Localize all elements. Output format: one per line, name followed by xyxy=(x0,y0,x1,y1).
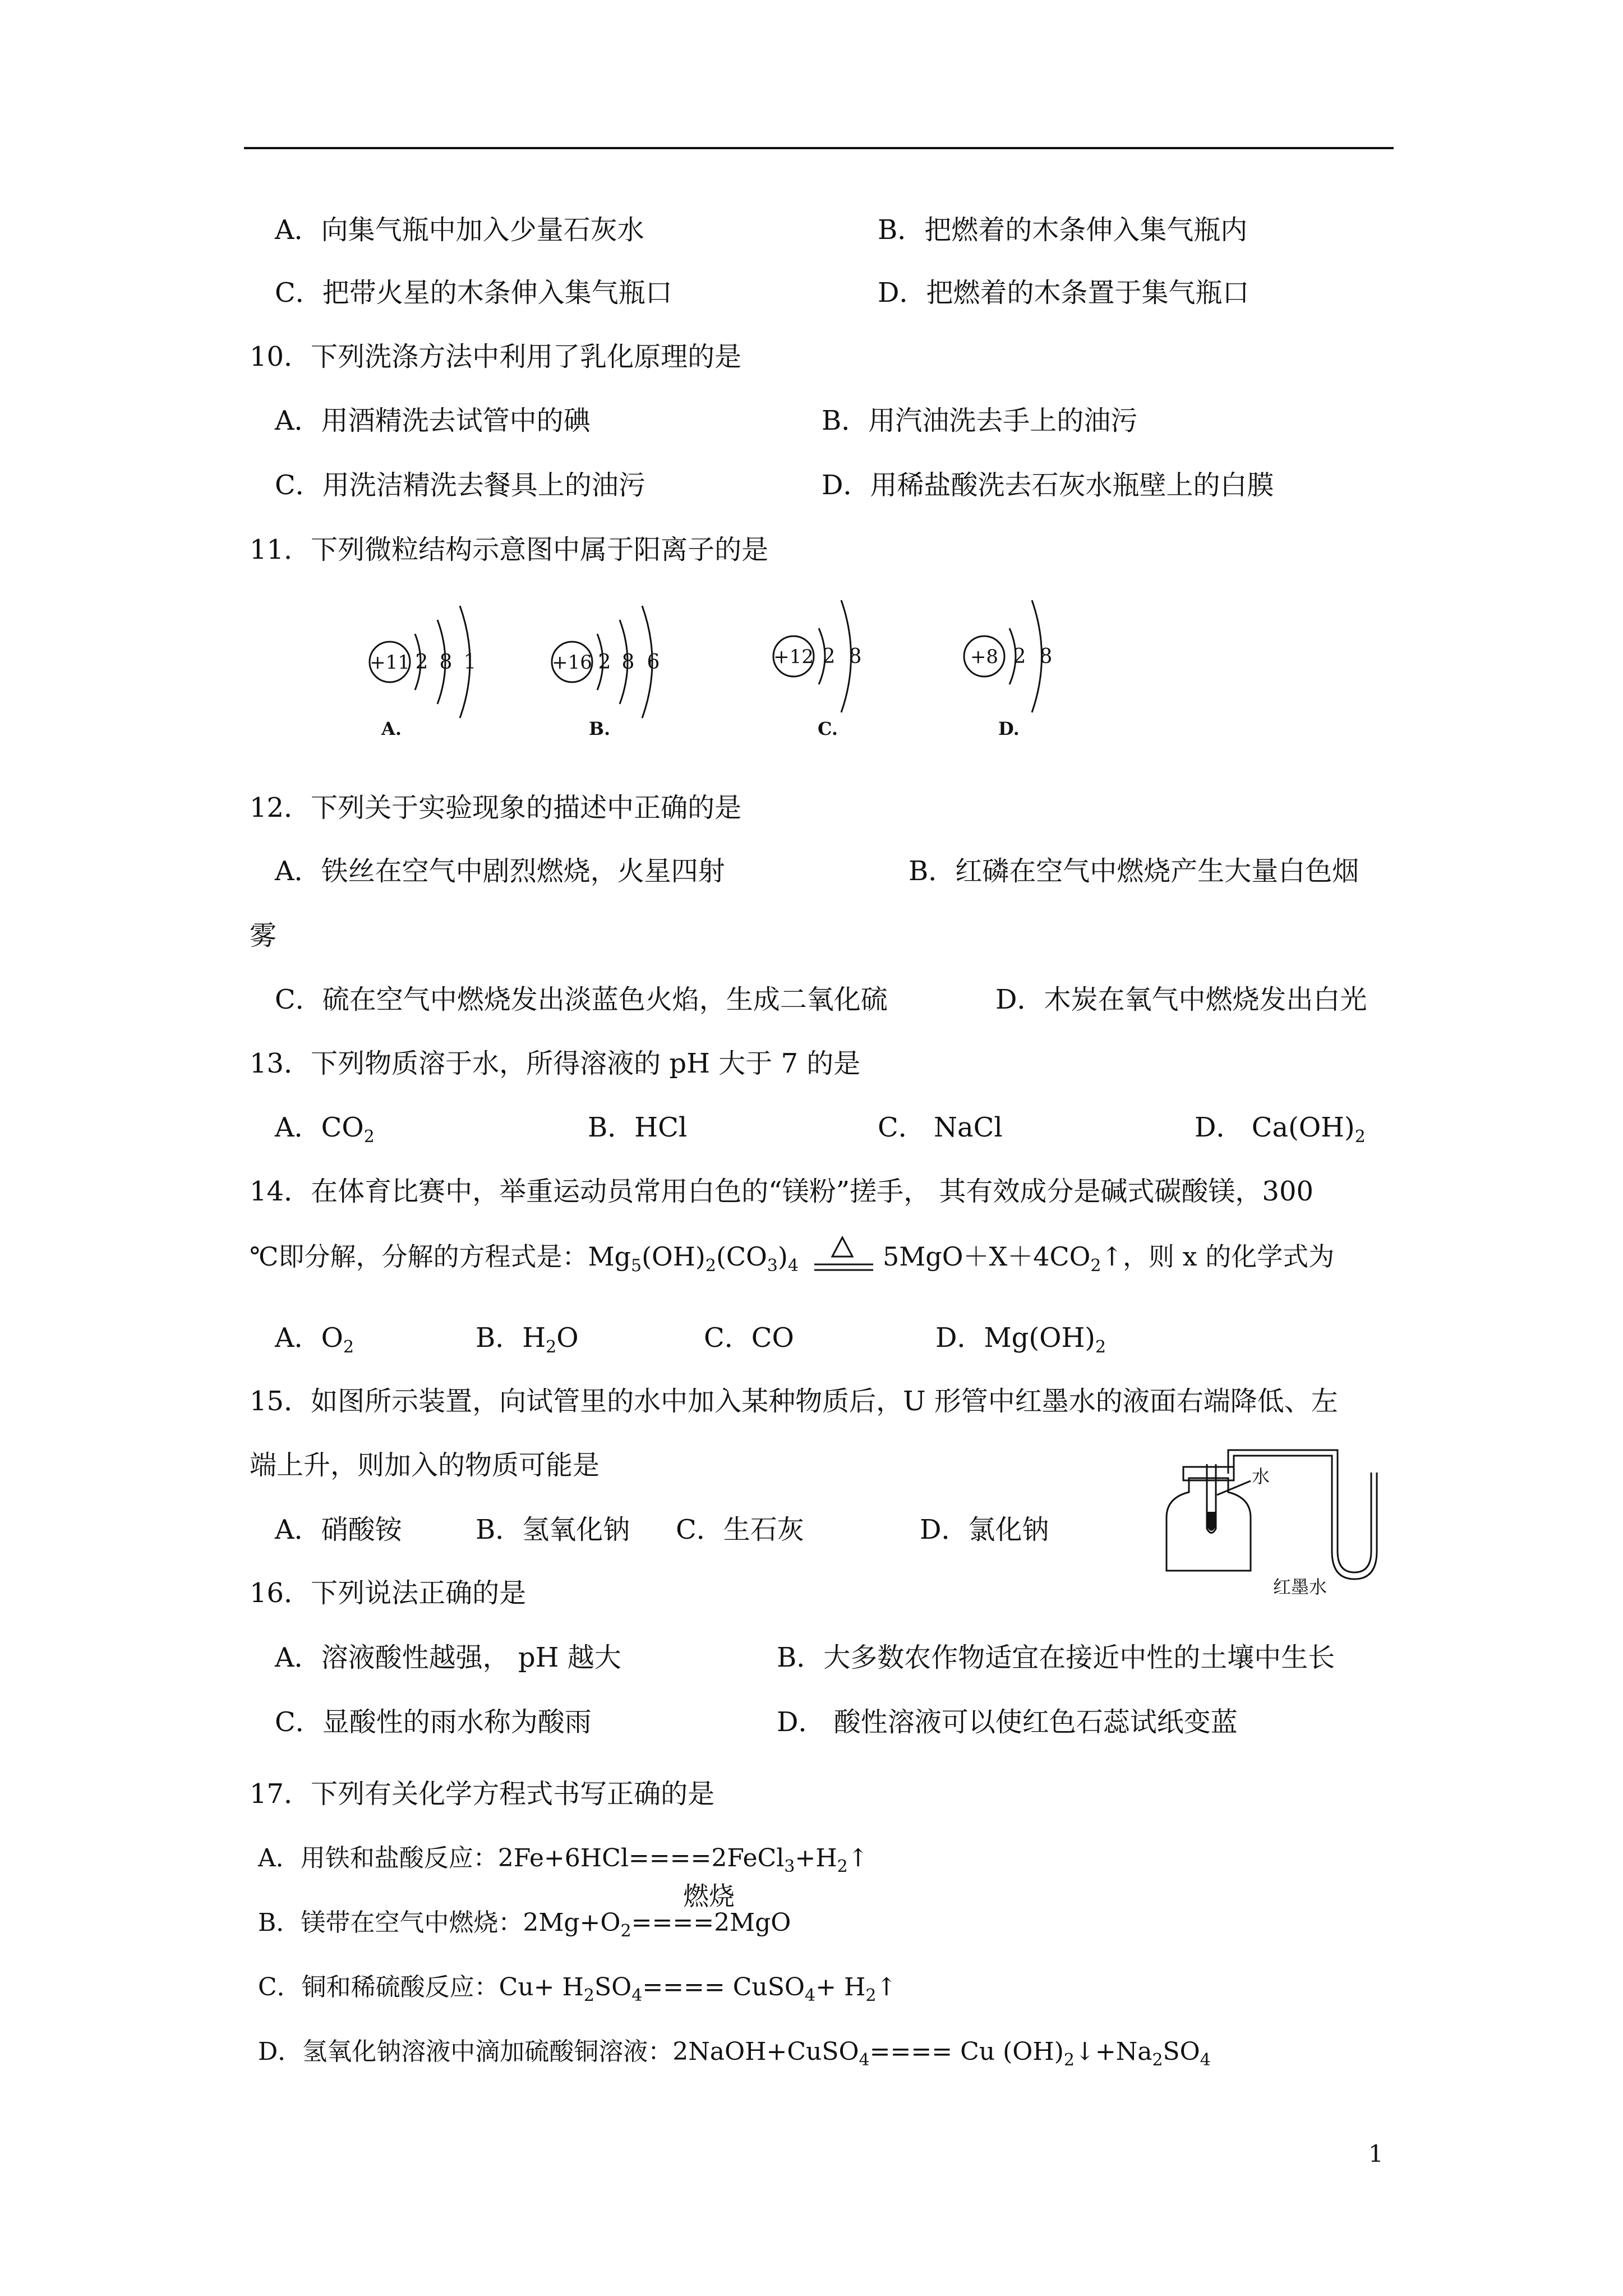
red-ink-label: 红墨水 xyxy=(1273,1576,1327,1596)
q15-line-1: 15．如图所示装置，向试管里的水中加入某种物质后，U 形管中红墨水的液面右端降低、左 xyxy=(250,1386,1338,1417)
atom-a-label: A. xyxy=(381,718,402,739)
atom-c-shell-2: 8 xyxy=(849,645,862,668)
q11-stem: 11．下列微粒结构示意图中属于阳离子的是 xyxy=(250,534,769,565)
atom-d-shell-1: 2 xyxy=(1013,645,1026,668)
q16-option-c: C．显酸性的雨水称为酸雨 xyxy=(275,1706,592,1738)
atom-a-shell-3: 1 xyxy=(463,651,477,674)
q16-option-a: A．溶液酸性越强， pH 越大 xyxy=(275,1642,621,1673)
q10-option-c: C．用洗洁精洗去餐具上的油污 xyxy=(275,470,645,501)
q14-option-a: A．$O_2$ xyxy=(275,1322,354,1357)
q15-option-c: C．生石灰 xyxy=(676,1514,804,1545)
q16-option-b: B．大多数农作物适宜在接近中性的土壤中生长 xyxy=(777,1642,1335,1673)
q17-stem: 17．下列有关化学方程式书写正确的是 xyxy=(250,1778,715,1810)
q12-option-d: D．木炭在氧气中燃烧发出白光 xyxy=(995,984,1367,1015)
atom-d-nucleus: +8 xyxy=(970,646,999,668)
q13-option-b: B．HCl xyxy=(588,1112,688,1143)
q9-option-a: A．向集气瓶中加入少量石灰水 xyxy=(275,214,644,246)
atom-c-shell-1: 2 xyxy=(822,645,836,668)
q10-option-a: A．用酒精洗去试管中的碘 xyxy=(275,405,591,436)
q14-option-b: B．$H_2O$ xyxy=(476,1322,579,1357)
atom-a-shell-1: 2 xyxy=(415,651,428,674)
atom-diagram-c xyxy=(773,600,861,739)
atom-b-shell-2: 8 xyxy=(621,651,635,674)
u-tube-apparatus-diagram xyxy=(1144,1433,1391,1596)
atom-a-shell-2: 8 xyxy=(439,651,453,674)
q15-line-2: 端上升，则加入的物质可能是 xyxy=(250,1450,600,1481)
q17-option-c: C．铜和稀硫酸反应：$Cu+ H_2SO_4====$ CuSO$_4$+ $H_2↑$ xyxy=(258,1973,897,2005)
q13-stem: 13．下列物质溶于水，所得溶液的 pH 大于 7 的是 xyxy=(250,1048,861,1079)
q13-option-c: C． NaCl xyxy=(878,1112,1003,1143)
atom-d-shell-2: 8 xyxy=(1039,645,1053,668)
q16-option-d: D． 酸性溶液可以使红色石蕊试纸变蓝 xyxy=(777,1706,1238,1738)
q10-stem: 10．下列洗涤方法中利用了乳化原理的是 xyxy=(250,341,742,372)
q17-option-d: D．氢氧化钠溶液中滴加硫酸铜溶液：2NaOH+CuSO$_4$==== Cu $(OH)_2↓+Na_2SO_4$ xyxy=(258,2037,1211,2070)
q14-option-c: C．CO xyxy=(704,1322,794,1354)
q15-option-a: A．硝酸铵 xyxy=(275,1514,402,1545)
q17-option-b: B．镁带在空气中燃烧：$2Mg+O_2====2MgO$ xyxy=(258,1908,791,1941)
heat-condition-symbol xyxy=(803,1233,882,1278)
q14-option-d: D．$Mg(OH)_2$ xyxy=(935,1322,1106,1357)
q13-option-a: A．$CO_2$ xyxy=(275,1112,375,1147)
atom-diagram-b xyxy=(552,606,660,739)
atom-diagram-a xyxy=(370,606,476,739)
q12-option-b: B．红磷在空气中燃烧产生大量白色烟 xyxy=(909,855,1359,887)
page-number: 1 xyxy=(1368,2140,1384,2168)
q15-option-b: B．氢氧化钠 xyxy=(476,1514,630,1545)
atom-structure-diagrams xyxy=(348,595,1088,746)
q12-option-c: C．硫在空气中燃烧发出淡蓝色火焰，生成二氧化硫 xyxy=(275,984,888,1015)
q14-line-1: 14．在体育比赛中，举重运动员常用白色的“镁粉”搓手， 其有效成分是碱式碳酸镁，300 xyxy=(250,1176,1314,1207)
q10-option-b: B．用汽油洗去手上的油污 xyxy=(822,405,1138,436)
atom-b-shell-3: 6 xyxy=(647,651,660,674)
q16-stem: 16．下列说法正确的是 xyxy=(250,1577,527,1609)
q13-option-d: D． $Ca(OH)_2$ xyxy=(1195,1112,1366,1147)
q15-option-d: D．氯化钠 xyxy=(920,1514,1049,1545)
q14-equation-line: ℃即分解，分解的方程式是：$Mg_5(OH)_2(CO_3)_4$ $5MgO+X+4CO_2↑$，则 x 的化学式为 xyxy=(250,1241,1335,1276)
water-label: 水 xyxy=(1252,1466,1270,1487)
q12-stem: 12．下列关于实验现象的描述中正确的是 xyxy=(250,792,742,823)
q10-option-d: D．用稀盐酸洗去石灰水瓶壁上的白膜 xyxy=(822,470,1274,501)
atom-b-shell-1: 2 xyxy=(598,651,611,674)
q17-option-a: A．用铁和盐酸反应：$2Fe+6HCl====2FeCl_3+H_2↑$ xyxy=(258,1844,869,1876)
atom-diagram-d xyxy=(964,600,1052,739)
atom-d-label: D. xyxy=(998,718,1020,739)
atom-b-nucleus: +16 xyxy=(552,651,592,674)
q9-option-c: C．把带火星的木条伸入集气瓶口 xyxy=(275,277,672,309)
q9-option-d: D．把燃着的木条置于集气瓶口 xyxy=(878,277,1249,309)
header-rule xyxy=(244,147,1394,149)
atom-a-nucleus: +11 xyxy=(370,651,410,674)
q17-option-b-condition: 燃烧 xyxy=(683,1881,735,1911)
q12-option-b-continued: 雾 xyxy=(250,920,277,951)
q9-option-b: B．把燃着的木条伸入集气瓶内 xyxy=(878,214,1248,246)
atom-b-label: B. xyxy=(589,718,611,739)
q12-option-a: A．铁丝在空气中剧烈燃烧，火星四射 xyxy=(275,855,725,887)
atom-c-label: C. xyxy=(818,718,838,739)
atom-c-nucleus: +12 xyxy=(773,646,814,668)
